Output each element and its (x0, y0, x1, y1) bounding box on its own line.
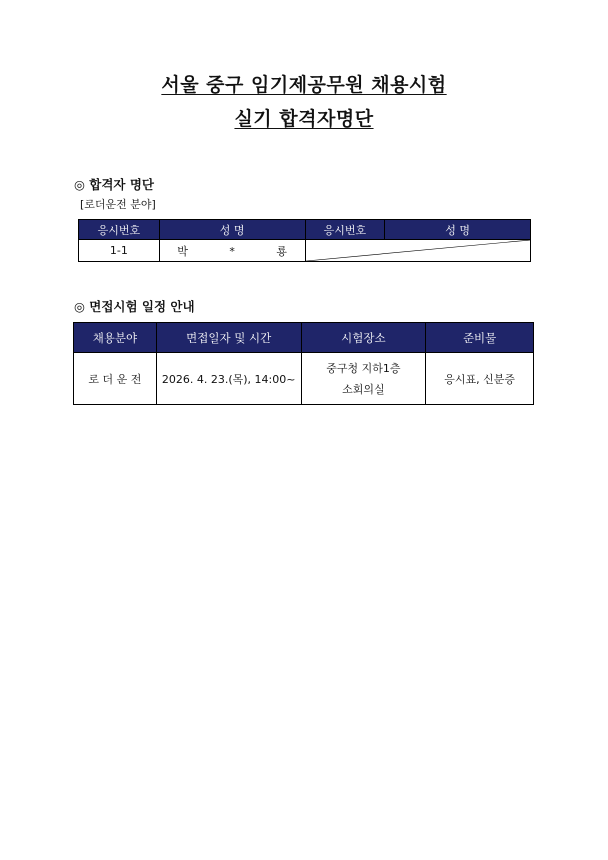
empty-diagonal-cell (305, 240, 530, 262)
interview-schedule-table (73, 322, 534, 405)
header-exam-no-2: 응시번호 (305, 220, 385, 240)
place-line-2: 소회의실 (342, 383, 385, 396)
document-title: 서울 중구 임기제공무원 채용시험 (161, 74, 447, 96)
header-name-2: 성 명 (385, 220, 531, 240)
header-field: 채용분야 (74, 323, 157, 353)
name-part-3: 룡 (276, 244, 288, 258)
cell-items: 응시표, 신분증 (426, 353, 534, 405)
header-exam-no: 응시번호 (79, 220, 160, 240)
cell-name (159, 240, 305, 262)
cell-exam-no: 1-1 (79, 240, 160, 262)
section-heading-passers: ◎ 합격자 명단 (74, 177, 154, 192)
header-datetime: 면접일자 및 시간 (156, 323, 301, 353)
cell-place (301, 353, 426, 405)
cell-field: 로 더 운 전 (74, 353, 157, 405)
header-name: 성 명 (159, 220, 305, 240)
table-header-row (79, 220, 531, 240)
name-part-1: 박 (177, 244, 188, 258)
table-header-row (74, 323, 534, 353)
passers-table (78, 219, 531, 262)
table-row (79, 240, 531, 262)
place-line-1: 중구청 지하1층 (326, 362, 401, 375)
section-heading-interview: ◎ 면접시험 일정 안내 (74, 299, 195, 314)
table-row (74, 353, 534, 405)
section-subheading-field: [로더운전 분야] (80, 198, 156, 211)
cell-datetime: 2026. 4. 23.(목), 14:00~ (156, 353, 301, 405)
name-part-2: * (229, 244, 235, 258)
document-subtitle: 실기 합격자명단 (234, 108, 374, 130)
header-place: 시험장소 (301, 323, 426, 353)
diagonal-line (306, 240, 530, 261)
header-items: 준비물 (426, 323, 534, 353)
